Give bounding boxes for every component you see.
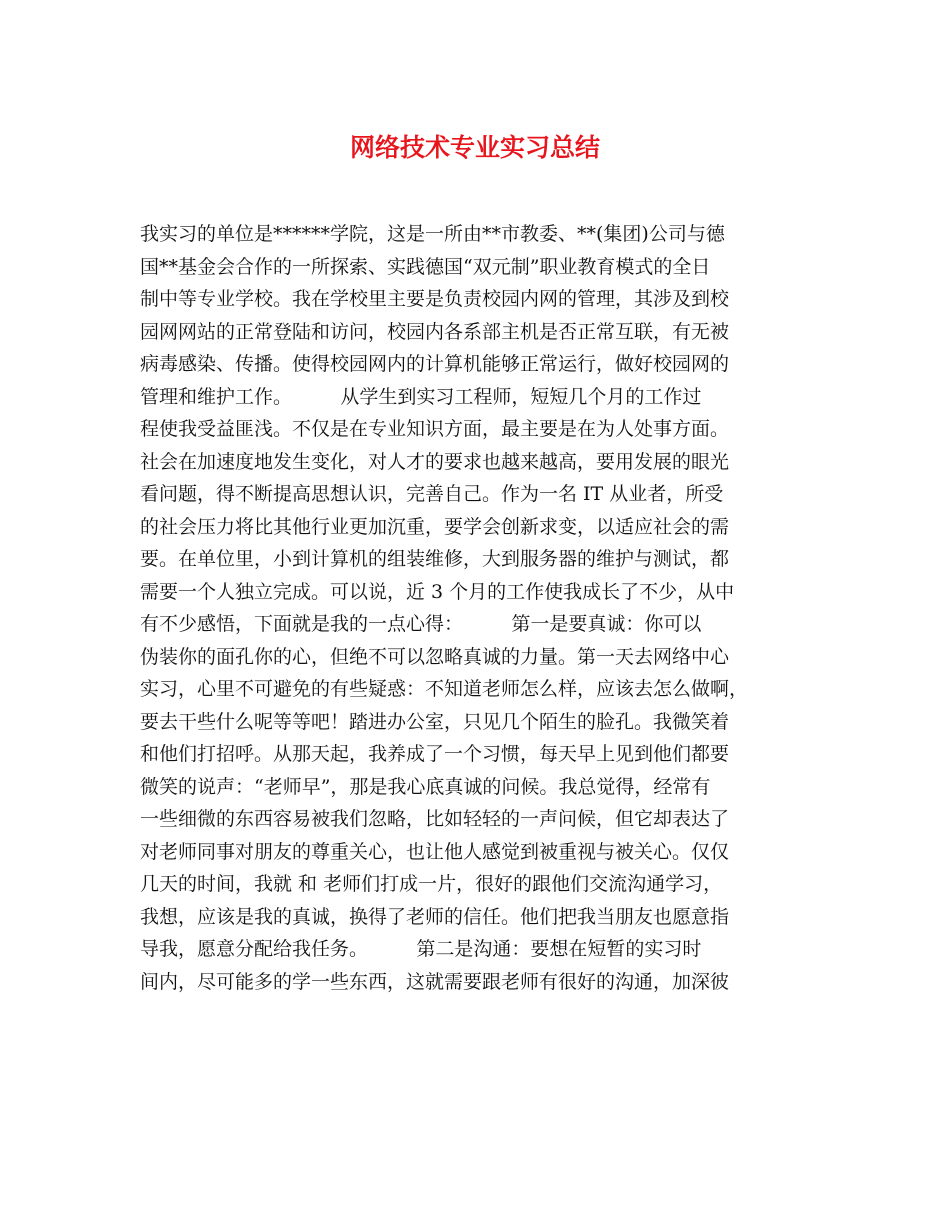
body-line: 微笑的说声：“老师早”，那是我心底真诚的问候。我总觉得，经常有 — [140, 775, 711, 798]
body-line: 对老师同事对朋友的尊重关心，也让他人感觉到被重视与被关心。仅仅 — [140, 840, 730, 863]
body-line: 我实习的单位是******学院，这是一所由**市教委、**(集团)公司与德 — [140, 223, 725, 245]
body-line: 的社会压力将比其他行业更加沉重，要学会创新求变，以适应社会的需 — [140, 515, 730, 538]
body-line: 管理和维护工作。 从学生到实习工程师，短短几个月的工作过 — [140, 385, 702, 408]
body-line: 园网网站的正常登陆和访问，校园内各系部主机是否正常互联，有无被 — [140, 320, 730, 343]
body-line: 国**基金会合作的一所探索、实践德国“双元制”职业教育模式的全日 — [140, 255, 711, 278]
body-line: 病毒感染、传播。使得校园网内的计算机能够正常运行，做好校园网的 — [140, 353, 730, 375]
body-line: 几天的时间，我就 和 老师们打成一片，很好的跟他们交流沟通学习， — [140, 873, 723, 895]
body-line: 实习，心里不可避免的有些疑惑：不知道老师怎么样，应该去怎么做啊， — [140, 678, 749, 700]
body-line: 一些细微的东西容易被我们忽略，比如轻轻的一声问候，但它却表达了 — [140, 808, 730, 830]
body-line: 我想，应该是我的真诚，换得了老师的信任。他们把我当朋友也愿意指 — [140, 905, 730, 928]
body-line: 要。在单位里，小到计算机的组装维修，大到服务器的维护与测试，都 — [140, 548, 730, 570]
body-line: 制中等专业学校。我在学校里主要是负责校园内网的管理，其涉及到校 — [140, 288, 730, 310]
body-line: 间内，尽可能多的学一些东西，这就需要跟老师有很好的沟通，加深彼 — [140, 970, 730, 993]
body-line: 看问题，得不断提高思想认识，完善自己。作为一名 IT 从业者，所受 — [140, 483, 724, 505]
body-line: 导我，愿意分配给我任务。 第二是沟通：要想在短暂的实习时 — [140, 938, 702, 960]
body-line: 伪装你的面孔你的心，但绝不可以忽略真诚的力量。第一天去网络中心 — [140, 645, 730, 668]
document-title: 网络技术专业实习总结 — [349, 133, 600, 162]
body-line: 和他们打招呼。从那天起，我养成了一个习惯，每天早上见到他们都要 — [140, 743, 730, 765]
body-line: 要去干些什么呢等等吧！踏进办公室，只见几个陌生的脸孔。我微笑着 — [140, 710, 730, 733]
body-line: 程使我受益匪浅。不仅是在专业知识方面，最主要是在为人处事方面。 — [140, 418, 730, 440]
body-line: 社会在加速度地发生变化，对人才的要求也越来越高，要用发展的眼光 — [140, 450, 730, 473]
body-line: 有不少感悟，下面就是我的一点心得： 第一是要真诚：你可以 — [140, 613, 702, 635]
body-line: 需要一个人独立完成。可以说，近 3 个月的工作使我成长了不少，从中 — [140, 580, 735, 603]
document-body — [140, 218, 830, 998]
